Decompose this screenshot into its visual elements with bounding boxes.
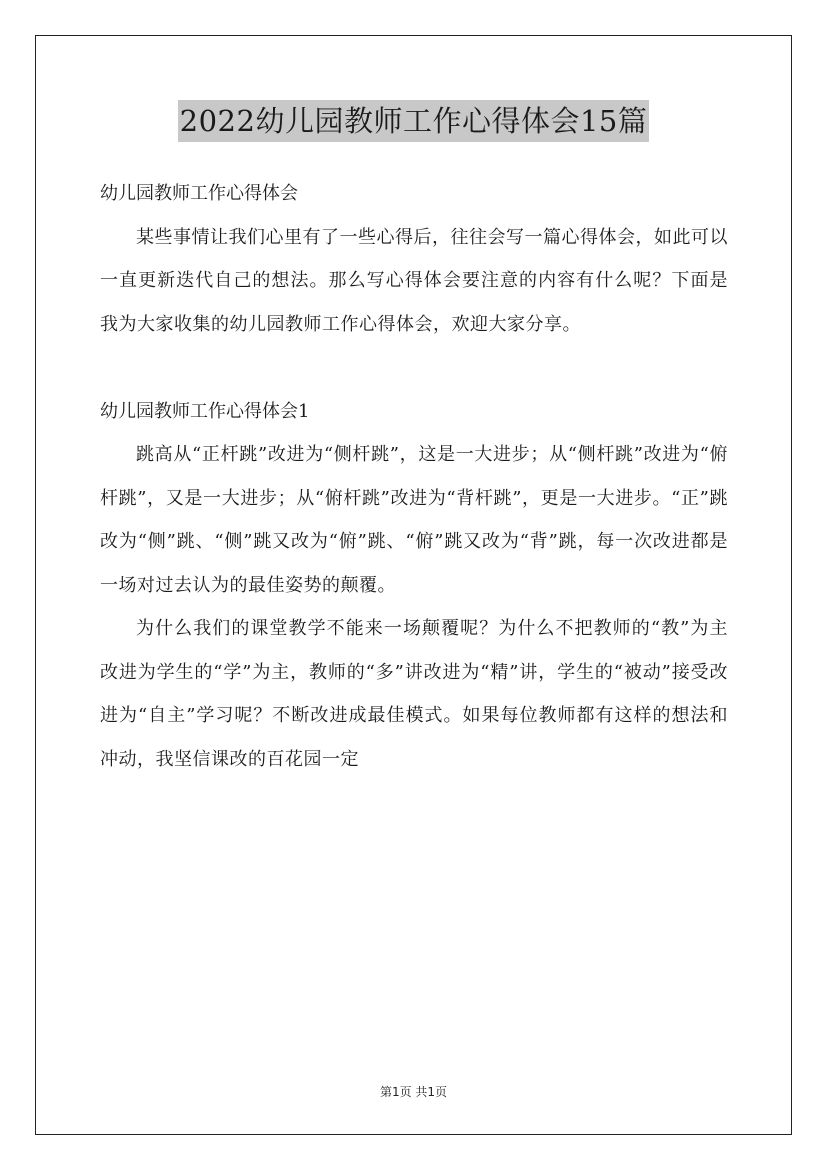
title-container (0, 100, 827, 142)
body-paragraph: 为什么我们的课堂教学不能来一场颠覆呢？为什么不把教师的“教”为主改进为学生的“学”为主，教师的“多”讲改进为“精”讲，学生的“被动”接受改进为“自主”学习呢？不断改进成最佳模式。如果每位教师都有这样的想法和冲动，我坚信课改的百花园一定 (100, 618, 728, 770)
intro-paragraph: 某些事情让我们心里有了一些心得后，往往会写一篇心得体会，如此可以一直更新迭代自己的想法。那么写心得体会要注意的内容有什么呢？下面是我为大家收集的幼儿园教师工作心得体会，欢迎大家分享。 (100, 226, 728, 335)
body-paragraph: 跳高从“正杆跳”改进为“侧杆跳”，这是一大进步；从“侧杆跳”改进为“俯杆跳”，又是一大进步；从“俯杆跳”改进为“背杆跳”，更是一大进步。“正”跳改为“侧”跳、“侧”跳又改为“俯”跳、“俯”跳又改为“背”跳，每一次改进都是一场对过去认为的最佳姿势的颠覆。 (100, 444, 728, 596)
page-footer: 第1页 共1页 (379, 1085, 448, 1099)
section-heading: 幼儿园教师工作心得体会 (100, 183, 298, 204)
document-title: 2022幼儿园教师工作心得体会15篇 (178, 100, 650, 142)
article-heading: 幼儿园教师工作心得体会1 (100, 400, 310, 422)
document-body (100, 172, 728, 781)
blank-line (100, 346, 728, 390)
